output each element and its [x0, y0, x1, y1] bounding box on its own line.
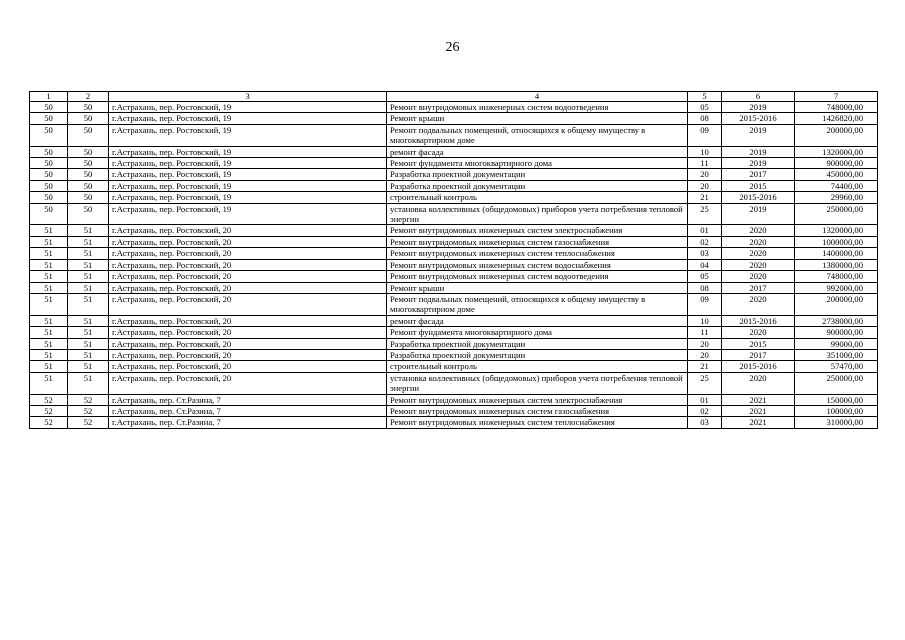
table-body — [30, 102, 878, 429]
work-type-cell: установка коллективных (общедомовых) приборов учета потребления тепловой энергии — [387, 372, 688, 394]
header-cell-5: 5 — [688, 92, 722, 102]
object-number-cell: 50 — [68, 180, 109, 191]
row-number-cell: 50 — [30, 124, 68, 146]
address-cell: г.Астрахань, пер. Ростовский, 20 — [109, 327, 387, 338]
work-type-cell: Разработка проектной документации — [387, 180, 688, 191]
work-code-cell: 21 — [688, 192, 722, 203]
object-number-cell: 50 — [68, 203, 109, 225]
cost-cell: 250000,00 — [795, 203, 878, 225]
address-cell: г.Астрахань, пер. Ростовский, 19 — [109, 192, 387, 203]
work-type-cell: Ремонт внутридомовых инженерных систем водоотведения — [387, 271, 688, 282]
work-type-cell: Ремонт подвальных помещений, относящихся к общему имуществу в многоквартирном доме — [387, 293, 688, 315]
object-number-cell: 51 — [68, 293, 109, 315]
address-cell: г.Астрахань, пер. Ростовский, 19 — [109, 158, 387, 169]
table-row — [30, 327, 878, 338]
period-cell: 2017 — [722, 349, 795, 360]
work-type-cell: Разработка проектной документации — [387, 169, 688, 180]
cost-cell: 900000,00 — [795, 327, 878, 338]
object-number-cell: 52 — [68, 394, 109, 405]
cost-cell: 748000,00 — [795, 271, 878, 282]
period-cell: 2015-2016 — [722, 113, 795, 124]
period-cell: 2020 — [722, 327, 795, 338]
row-number-cell: 51 — [30, 225, 68, 236]
table-row — [30, 158, 878, 169]
period-cell: 2015-2016 — [722, 361, 795, 372]
work-type-cell: Ремонт внутридомовых инженерных систем водоснабжения — [387, 259, 688, 270]
row-number-cell: 52 — [30, 417, 68, 428]
object-number-cell: 51 — [68, 225, 109, 236]
row-number-cell: 51 — [30, 282, 68, 293]
work-type-cell: ремонт фасада — [387, 146, 688, 157]
work-code-cell: 21 — [688, 361, 722, 372]
table-row — [30, 405, 878, 416]
table-row — [30, 282, 878, 293]
address-cell: г.Астрахань, пер. Ростовский, 19 — [109, 169, 387, 180]
work-code-cell: 08 — [688, 113, 722, 124]
cost-cell: 100000,00 — [795, 405, 878, 416]
period-cell: 2020 — [722, 372, 795, 394]
period-cell: 2019 — [722, 158, 795, 169]
header-cell-7: 7 — [795, 92, 878, 102]
address-cell: г.Астрахань, пер. Ростовский, 20 — [109, 315, 387, 326]
row-number-cell: 50 — [30, 192, 68, 203]
period-cell: 2020 — [722, 293, 795, 315]
period-cell: 2019 — [722, 203, 795, 225]
address-cell: г.Астрахань, пер. Ростовский, 20 — [109, 236, 387, 247]
period-cell: 2020 — [722, 248, 795, 259]
period-cell: 2017 — [722, 169, 795, 180]
period-cell: 2017 — [722, 282, 795, 293]
work-code-cell: 01 — [688, 225, 722, 236]
row-number-cell: 50 — [30, 180, 68, 191]
work-type-cell: Разработка проектной документации — [387, 338, 688, 349]
row-number-cell: 51 — [30, 271, 68, 282]
object-number-cell: 50 — [68, 158, 109, 169]
address-cell: г.Астрахань, пер. Ростовский, 19 — [109, 180, 387, 191]
row-number-cell: 51 — [30, 361, 68, 372]
object-number-cell: 50 — [68, 146, 109, 157]
address-cell: г.Астрахань, пер. Ст.Разина, 7 — [109, 405, 387, 416]
period-cell: 2015-2016 — [722, 192, 795, 203]
object-number-cell: 52 — [68, 417, 109, 428]
cost-cell: 1000000,00 — [795, 236, 878, 247]
work-type-cell: установка коллективных (общедомовых) приборов учета потребления тепловой энергии — [387, 203, 688, 225]
cost-cell: 29960,00 — [795, 192, 878, 203]
table-row — [30, 113, 878, 124]
table-row — [30, 102, 878, 113]
row-number-cell: 51 — [30, 338, 68, 349]
row-number-cell: 51 — [30, 248, 68, 259]
table-row — [30, 349, 878, 360]
period-cell: 2021 — [722, 394, 795, 405]
table-row — [30, 180, 878, 191]
object-number-cell: 51 — [68, 349, 109, 360]
row-number-cell: 51 — [30, 259, 68, 270]
work-type-cell: Разработка проектной документации — [387, 349, 688, 360]
work-type-cell: Ремонт крыши — [387, 113, 688, 124]
work-code-cell: 05 — [688, 102, 722, 113]
work-code-cell: 10 — [688, 146, 722, 157]
address-cell: г.Астрахань, пер. Ст.Разина, 7 — [109, 394, 387, 405]
row-number-cell: 51 — [30, 315, 68, 326]
object-number-cell: 50 — [68, 192, 109, 203]
cost-cell: 1380000,00 — [795, 259, 878, 270]
object-number-cell: 50 — [68, 102, 109, 113]
header-cell-2: 2 — [68, 92, 109, 102]
cost-cell: 450000,00 — [795, 169, 878, 180]
table-row — [30, 293, 878, 315]
cost-cell: 351000,00 — [795, 349, 878, 360]
work-type-cell: Ремонт внутридомовых инженерных систем электроснабжения — [387, 225, 688, 236]
work-code-cell: 25 — [688, 372, 722, 394]
table-row — [30, 315, 878, 326]
address-cell: г.Астрахань, пер. Ростовский, 20 — [109, 361, 387, 372]
address-cell: г.Астрахань, пер. Ростовский, 20 — [109, 293, 387, 315]
cost-cell: 150000,00 — [795, 394, 878, 405]
object-number-cell: 51 — [68, 315, 109, 326]
row-number-cell: 51 — [30, 327, 68, 338]
work-code-cell: 25 — [688, 203, 722, 225]
work-code-cell: 11 — [688, 327, 722, 338]
table-row — [30, 271, 878, 282]
cost-cell: 200000,00 — [795, 293, 878, 315]
period-cell: 2015-2016 — [722, 315, 795, 326]
cost-cell: 1320000,00 — [795, 225, 878, 236]
header-cell-4: 4 — [387, 92, 688, 102]
work-code-cell: 20 — [688, 169, 722, 180]
cost-cell: 57470,00 — [795, 361, 878, 372]
cost-cell: 99000,00 — [795, 338, 878, 349]
work-type-cell: Ремонт внутридомовых инженерных систем теплоснабжения — [387, 248, 688, 259]
table-row — [30, 225, 878, 236]
work-code-cell: 10 — [688, 315, 722, 326]
cost-cell: 310000,00 — [795, 417, 878, 428]
work-type-cell: Ремонт подвальных помещений, относящихся к общему имуществу в многоквартирном доме — [387, 124, 688, 146]
object-number-cell: 51 — [68, 259, 109, 270]
row-number-cell: 50 — [30, 102, 68, 113]
table-row — [30, 192, 878, 203]
row-number-cell: 50 — [30, 203, 68, 225]
work-code-cell: 01 — [688, 394, 722, 405]
address-cell: г.Астрахань, пер. Ростовский, 20 — [109, 248, 387, 259]
work-code-cell: 20 — [688, 338, 722, 349]
table-row — [30, 372, 878, 394]
cost-cell: 74400,00 — [795, 180, 878, 191]
period-cell: 2019 — [722, 124, 795, 146]
address-cell: г.Астрахань, пер. Ростовский, 20 — [109, 349, 387, 360]
page-number: 26 — [445, 40, 460, 55]
work-code-cell: 20 — [688, 180, 722, 191]
cost-cell: 900000,00 — [795, 158, 878, 169]
period-cell: 2020 — [722, 271, 795, 282]
table-row — [30, 203, 878, 225]
period-cell: 2020 — [722, 225, 795, 236]
period-cell: 2019 — [722, 102, 795, 113]
work-code-cell: 02 — [688, 236, 722, 247]
address-cell: г.Астрахань, пер. Ростовский, 19 — [109, 102, 387, 113]
object-number-cell: 51 — [68, 327, 109, 338]
object-number-cell: 51 — [68, 236, 109, 247]
cost-cell: 748000,00 — [795, 102, 878, 113]
row-number-cell: 52 — [30, 394, 68, 405]
period-cell: 2015 — [722, 338, 795, 349]
address-cell: г.Астрахань, пер. Ростовский, 19 — [109, 124, 387, 146]
table-row — [30, 338, 878, 349]
period-cell: 2021 — [722, 417, 795, 428]
address-cell: г.Астрахань, пер. Ростовский, 19 — [109, 146, 387, 157]
row-number-cell: 52 — [30, 405, 68, 416]
work-type-cell: Ремонт фундамента многоквартирного дома — [387, 327, 688, 338]
cost-cell: 200000,00 — [795, 124, 878, 146]
work-code-cell: 11 — [688, 158, 722, 169]
table-row — [30, 417, 878, 428]
works-table — [29, 91, 878, 429]
work-type-cell: Ремонт фундамента многоквартирного дома — [387, 158, 688, 169]
address-cell: г.Астрахань, пер. Ростовский, 19 — [109, 203, 387, 225]
period-cell: 2015 — [722, 180, 795, 191]
row-number-cell: 50 — [30, 169, 68, 180]
table-row — [30, 236, 878, 247]
row-number-cell: 51 — [30, 293, 68, 315]
cost-cell: 1426820,00 — [795, 113, 878, 124]
work-type-cell: Ремонт внутридомовых инженерных систем электроснабжения — [387, 394, 688, 405]
work-type-cell: строительный контроль — [387, 192, 688, 203]
address-cell: г.Астрахань, пер. Ст.Разина, 7 — [109, 417, 387, 428]
row-number-cell: 50 — [30, 146, 68, 157]
work-code-cell: 02 — [688, 405, 722, 416]
work-code-cell: 09 — [688, 293, 722, 315]
period-cell: 2021 — [722, 405, 795, 416]
work-code-cell: 05 — [688, 271, 722, 282]
row-number-cell: 51 — [30, 236, 68, 247]
object-number-cell: 51 — [68, 248, 109, 259]
work-code-cell: 08 — [688, 282, 722, 293]
object-number-cell: 51 — [68, 338, 109, 349]
work-type-cell: Ремонт внутридомовых инженерных систем водоотведения — [387, 102, 688, 113]
work-type-cell: Ремонт крыши — [387, 282, 688, 293]
row-number-cell: 50 — [30, 158, 68, 169]
address-cell: г.Астрахань, пер. Ростовский, 20 — [109, 271, 387, 282]
work-type-cell: Ремонт внутридомовых инженерных систем газоснабжения — [387, 405, 688, 416]
cost-cell: 1320000,00 — [795, 146, 878, 157]
object-number-cell: 51 — [68, 361, 109, 372]
address-cell: г.Астрахань, пер. Ростовский, 20 — [109, 282, 387, 293]
header-cell-6: 6 — [722, 92, 795, 102]
object-number-cell: 50 — [68, 169, 109, 180]
object-number-cell: 50 — [68, 124, 109, 146]
work-type-cell: ремонт фасада — [387, 315, 688, 326]
header-cell-1: 1 — [30, 92, 68, 102]
table-row — [30, 394, 878, 405]
period-cell: 2019 — [722, 146, 795, 157]
work-code-cell: 03 — [688, 417, 722, 428]
row-number-cell: 50 — [30, 113, 68, 124]
work-type-cell: Ремонт внутридомовых инженерных систем газоснабжения — [387, 236, 688, 247]
address-cell: г.Астрахань, пер. Ростовский, 20 — [109, 372, 387, 394]
work-code-cell: 09 — [688, 124, 722, 146]
work-code-cell: 20 — [688, 349, 722, 360]
table-row — [30, 169, 878, 180]
header-cell-3: 3 — [109, 92, 387, 102]
address-cell: г.Астрахань, пер. Ростовский, 19 — [109, 113, 387, 124]
work-type-cell: Ремонт внутридомовых инженерных систем теплоснабжения — [387, 417, 688, 428]
cost-cell: 1400000,00 — [795, 248, 878, 259]
table-row — [30, 124, 878, 146]
address-cell: г.Астрахань, пер. Ростовский, 20 — [109, 225, 387, 236]
cost-cell: 250000,00 — [795, 372, 878, 394]
period-cell: 2020 — [722, 236, 795, 247]
address-cell: г.Астрахань, пер. Ростовский, 20 — [109, 259, 387, 270]
address-cell: г.Астрахань, пер. Ростовский, 20 — [109, 338, 387, 349]
header-row — [30, 92, 878, 102]
period-cell: 2020 — [722, 259, 795, 270]
row-number-cell: 51 — [30, 372, 68, 394]
table-row — [30, 146, 878, 157]
table-row — [30, 361, 878, 372]
table-row — [30, 259, 878, 270]
object-number-cell: 51 — [68, 271, 109, 282]
table-row — [30, 248, 878, 259]
work-code-cell: 04 — [688, 259, 722, 270]
object-number-cell: 52 — [68, 405, 109, 416]
work-code-cell: 03 — [688, 248, 722, 259]
object-number-cell: 51 — [68, 282, 109, 293]
object-number-cell: 50 — [68, 113, 109, 124]
row-number-cell: 51 — [30, 349, 68, 360]
cost-cell: 992000,00 — [795, 282, 878, 293]
object-number-cell: 51 — [68, 372, 109, 394]
work-type-cell: строительный контроль — [387, 361, 688, 372]
cost-cell: 2738000,00 — [795, 315, 878, 326]
